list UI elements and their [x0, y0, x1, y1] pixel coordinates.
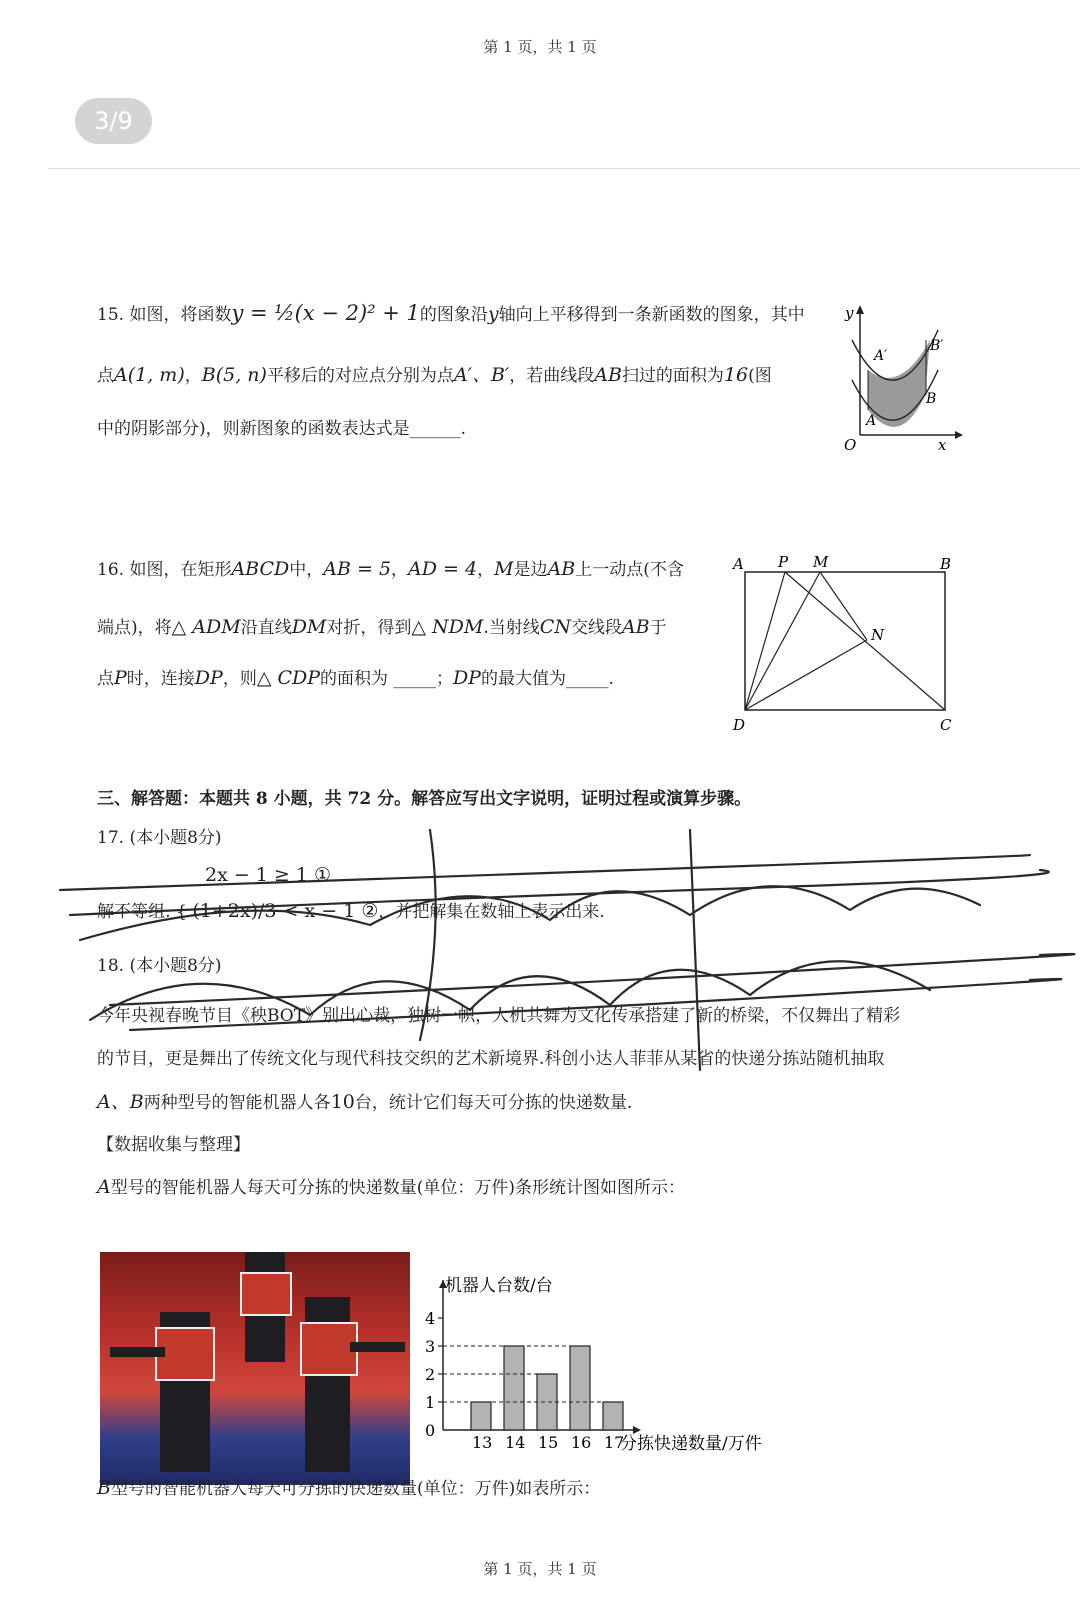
- q15-formula: y = ½(x − 2)² + 1: [231, 301, 420, 325]
- chart-ylabel: 机器人台数/台: [445, 1276, 553, 1296]
- chart-xtick-label: 17: [604, 1433, 625, 1452]
- q18-para-1: 今年央视春晚节目《秧BOT》别出心裁，独树一帜，人机共舞为文化传承搭建了新的桥梁，不仅舞出了精彩: [97, 1006, 901, 1026]
- chart-xlabel: 分拣快递数量/万件: [620, 1434, 762, 1454]
- q17-inequality-1: 2x − 1 ≥ 1 ①: [205, 864, 332, 886]
- chart-ytick-label: 4: [425, 1309, 436, 1328]
- fig-label-b: B: [926, 391, 937, 407]
- q16-line3: 点P时，连接DP，则△ CDP的面积为 _____；DP的最大值为_____.: [97, 667, 614, 689]
- page-header: 第 1 页，共 1 页: [483, 38, 597, 56]
- fig-label-a: A: [866, 413, 877, 429]
- q15-line2: 点A(1, m)，B(5, n)平移后的对应点分别为点A′、B′，若曲线段AB扫过的面积为16(图: [97, 364, 772, 386]
- chart-ytick-label: 2: [425, 1365, 436, 1384]
- chart-xtick-label: 13: [472, 1433, 493, 1452]
- q17-line: 解不等组: { (1+2x)/3 < x − 1 ②，并把解集在数轴上表示出来.: [97, 900, 605, 922]
- page-count-badge: 3/9: [75, 98, 152, 144]
- bar-chart: [415, 1265, 795, 1495]
- chart-bar: [537, 1374, 557, 1430]
- chart-bar: [471, 1402, 491, 1430]
- fig-label-o: O: [844, 436, 857, 454]
- fig-label-y: y: [845, 304, 854, 322]
- q18-para-2: 的节目，更是舞出了传统文化与现代科技交织的艺术新境界.科创小达人菲菲从某省的快递分拣站随机抽取: [97, 1049, 885, 1069]
- chart-bar: [603, 1402, 623, 1430]
- q18-subsection: 【数据收集与整理】: [97, 1135, 250, 1155]
- chart-ytick-label: 0: [425, 1421, 436, 1440]
- fig16-label-c: C: [940, 716, 952, 734]
- q15-line3: 中的阴影部分)，则新图象的函数表达式是______.: [97, 419, 467, 439]
- q18-head: 18. (本小题8分): [97, 956, 222, 976]
- fig16-label-n: N: [871, 626, 885, 644]
- q16-line2: 端点)，将△ ADM沿直线DM对折，得到△ NDM.当射线CN交线段AB于: [97, 616, 667, 638]
- fig16-label-m: M: [813, 553, 829, 571]
- q15-figure: [840, 300, 970, 460]
- chart-xtick-label: 14: [505, 1433, 526, 1452]
- q18-para-3: A、B两种型号的智能机器人各10台，统计它们每天可分拣的快递数量.: [97, 1091, 633, 1113]
- fig16-label-a: A: [733, 555, 744, 573]
- q17-head: 17. (本小题8分): [97, 828, 222, 848]
- fig16-label-d: D: [733, 716, 746, 734]
- page-footer: 第 1 页，共 1 页: [483, 1560, 597, 1578]
- chart-bar: [570, 1346, 590, 1430]
- fig16-label-p: P: [778, 553, 789, 571]
- q16-figure: [735, 555, 975, 735]
- q18-a-intro: A型号的智能机器人每天可分拣的快递数量(单位：万件)条形统计图如图所示：: [97, 1176, 685, 1198]
- fig-label-a-prime: A′: [874, 348, 888, 364]
- section-3-title: 三、解答题：本题共 8 小题，共 72 分。解答应写出文字说明，证明过程或演算步骤。: [97, 789, 752, 809]
- header-divider: [48, 168, 1080, 169]
- fig-label-b-prime: B′: [930, 338, 944, 354]
- chart-bar: [504, 1346, 524, 1430]
- fig-label-x: x: [938, 436, 947, 454]
- chart-xtick-label: 16: [571, 1433, 592, 1452]
- q15-line1: 15. 如图，将函数y = ½(x − 2)² + 1的图象沿y轴向上平移得到一条新函数的图象，其中: [97, 301, 805, 325]
- chart-xtick-label: 15: [538, 1433, 559, 1452]
- q18-b-intro: B型号的智能机器人每天可分拣的快递数量(单位：万件)如表所示：: [97, 1477, 601, 1499]
- q16-line1: 16. 如图，在矩形ABCD中，AB = 5，AD = 4，M是边AB上一动点(不含: [97, 558, 684, 580]
- chart-ytick-label: 3: [425, 1337, 436, 1356]
- robot-dance-photo: [100, 1252, 410, 1485]
- rectangle-abcd: [745, 572, 945, 710]
- chart-ytick-label: 1: [425, 1393, 436, 1412]
- fig16-label-b: B: [940, 555, 952, 573]
